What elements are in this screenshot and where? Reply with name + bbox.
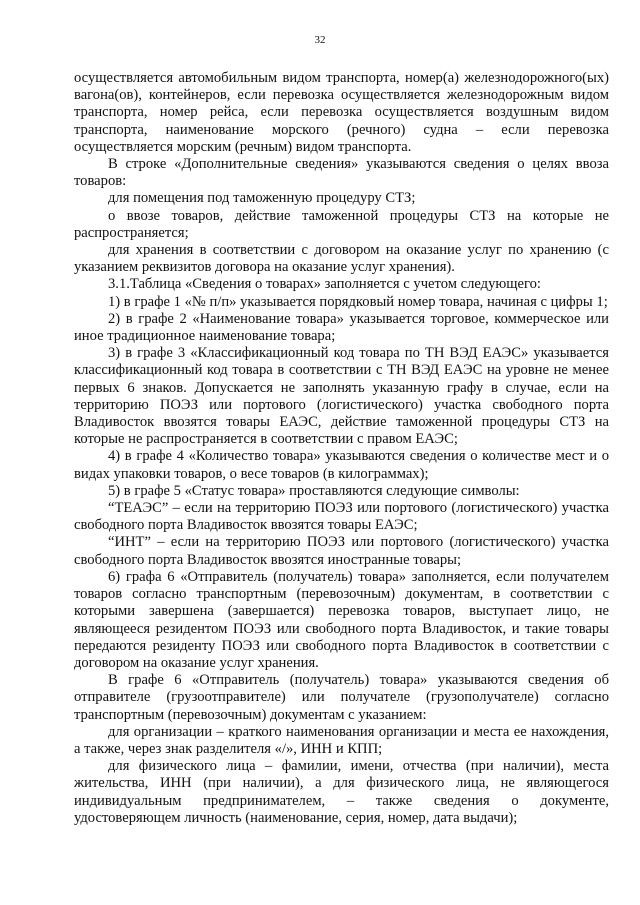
paragraph: В графе 6 «Отправитель (получатель) товара» указываются сведения об отправителе (грузоотправителе) или получателе (грузополучателе) согласно транспортным (перевозочным) документам с указанием: — [74, 672, 609, 723]
paragraph: для организации – краткого наименования организации и места ее нахождения, а также, через знак разделителя «/», ИНН и КПП; — [74, 723, 609, 757]
paragraph: 3) в графе 3 «Классификационный код товара по ТН ВЭД ЕАЭС» указывается классификационный код товара в соответствии с ТН ВЭД ЕАЭС на уровне не менее первых 6 знаков. Допускается не заполнять указанную графу в случае, если на территорию ПОЭЗ или портового (логистического) участка свободного порта Владивосток ввозятся товары ЕАЭС, действие таможенной процедуры СТЗ на которые не распространяется в соответствии с правом ЕАЭС; — [74, 345, 609, 448]
paragraph: 4) в графе 4 «Количество товара» указываются сведения о количестве мест и о видах упаковки товаров, о весе товаров (в килограммах); — [74, 448, 609, 482]
paragraph: В строке «Дополнительные сведения» указываются сведения о целях ввоза товаров: — [74, 156, 609, 190]
document-body — [74, 70, 609, 827]
paragraph: о ввозе товаров, действие таможенной процедуры СТЗ на которые не распространяется; — [74, 207, 609, 241]
paragraph: 6) графа 6 «Отправитель (получатель) товара» заполняется, если получателем товаров согласно транспортным (перевозочным) документам, в соответствии с которыми завершена (завершается) перевозка товаров, выступает лицо, не являющееся резидентом ПОЭЗ или свободного порта Владивосток, и такие товары передаются резиденту ПОЭЗ или свободного порта Владивосток в соответствии с договором на оказание услуг хранения. — [74, 568, 609, 671]
paragraph: 1) в графе 1 «№ п/п» указывается порядковый номер товара, начиная с цифры 1; — [108, 293, 608, 310]
paragraph: осуществляется автомобильным видом транспорта, номер(а) железнодорожного(ых) вагона(ов), контейнеров, если перевозка осуществляется железнодорожным видом транспорта, номер рейса, если перевозка осуществляется воздушным видом транспорта, наименование морского (речного) судна – если перевозка осуществляется морским (речным) видом транспорта. — [74, 70, 609, 155]
paragraph: 5) в графе 5 «Статус товара» проставляются следующие символы: — [108, 482, 520, 499]
paragraph: 3.1.Таблица «Сведения о товарах» заполняется с учетом следующего: — [108, 276, 541, 293]
paragraph: для физического лица – фамилии, имени, отчества (при наличии), места жительства, ИНН (при наличии), а для физического лица, не являющегося индивидуальным предпринимателем, – также сведения о документе, удостоверяющем личность (наименование, серия, номер, дата выдачи); — [74, 758, 609, 826]
paragraph: для хранения в соответствии с договором на оказание услуг по хранению (с указанием реквизитов договора на оказание услуг хранения). — [74, 242, 609, 276]
paragraph: “ТЕАЭС” – если на территорию ПОЭЗ или портового (логистического) участка свободного порта Владивосток ввозятся товары ЕАЭС; — [74, 500, 609, 534]
page-number: 32 — [314, 34, 326, 46]
paragraph: “ИНТ” – если на территорию ПОЭЗ или портового (логистического) участка свободного порта Владивосток ввозятся иностранные товары; — [74, 534, 609, 568]
paragraph: для помещения под таможенную процедуру СТЗ; — [108, 190, 416, 207]
paragraph: 2) в графе 2 «Наименование товара» указывается торговое, коммерческое или иное традиционное наименование товара; — [74, 310, 609, 345]
